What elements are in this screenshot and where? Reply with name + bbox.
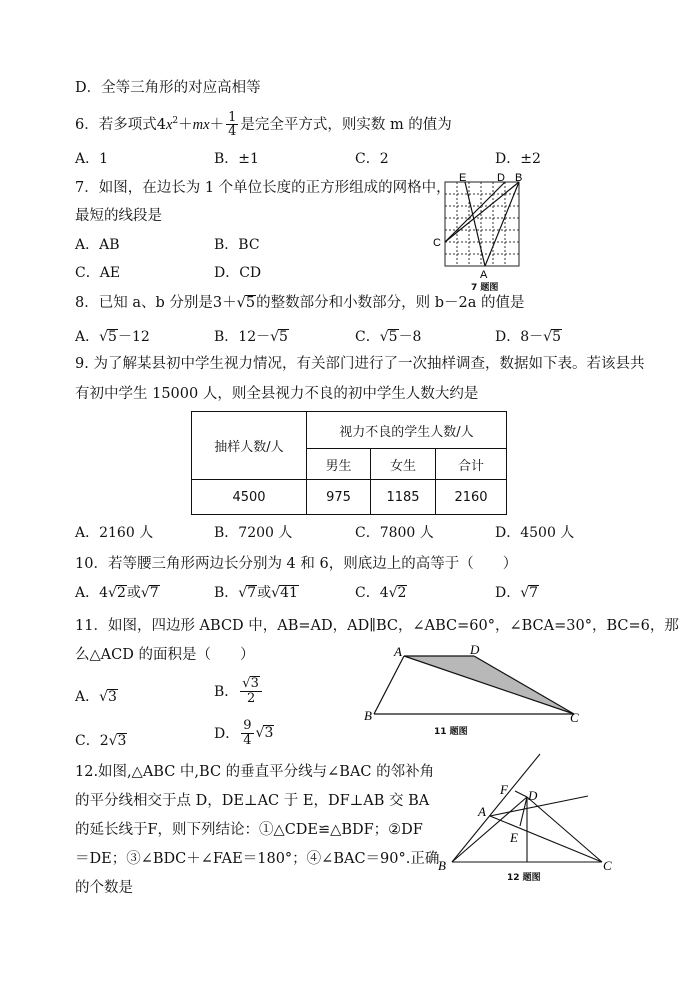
q11-option-c: C．2√3 [75,733,127,749]
q9-option-a: A．2160 人 [75,525,154,541]
q11-label-b: B [364,708,372,723]
q12-line1: 12.如图,△ABC 中,BC 的垂直平分线与∠BAC 的邻补角 [75,764,435,780]
q8-option-d: D．8－√5 [495,329,561,345]
q7-option-b: B．BC [214,237,260,253]
q12-label-d: D [528,788,538,803]
q10-option-d: D．√7 [495,585,539,601]
q12-line5: 的个数是 [75,880,133,896]
q8-expression: 3＋√5 [212,295,256,311]
q9-td-sample: 4500 [192,480,307,515]
q7-line1: 7．如图，在边长为 1 个单位长度的正方形组成的网格中， [75,180,451,196]
q6-option-c: C．2 [355,151,389,167]
q9-th-sample: 抽样人数/人 [192,412,307,480]
q7-option-a: A．AB [75,237,120,253]
q11-option-d: D． $\frac{9}{4}$ √3 [214,718,274,748]
q12-label-b: B [438,858,446,873]
q6-polynomial: $4x^2+mx+$ $\frac{1}{4}$ [156,109,237,140]
q7-label-a: A [480,269,488,281]
q6-option-a: A．1 [75,151,109,167]
q12-label-f: F [500,782,508,797]
q9-th-female: 女生 [371,449,436,480]
q7-option-d: D．CD [214,265,262,281]
q7-label-d: D [497,172,505,184]
q7-segments [445,182,519,266]
q10-option-a: A．4√2或√7 [75,585,159,601]
q9-th-total: 合计 [436,449,507,480]
q9-td-female: 1185 [371,480,436,515]
q12-line3: 的延长线于F，则下列结论：①△CDE≌△BDF；②DF [75,822,423,838]
q7-label-e: E [459,172,467,184]
q11-label-a: A [394,644,402,659]
q7-label-b: B [515,172,523,184]
q12-label-a: A [478,804,486,819]
q12-lines [452,754,602,862]
q11-line2: 么△ACD 的面积是（ ） [75,647,255,663]
q9-option-d: D．4500 人 [495,525,575,541]
q11-label-c: C [570,710,579,725]
q8-option-b: B．12－√5 [214,329,288,345]
q12-caption: 12 题图 [507,873,541,883]
q7-line2: 最短的线段是 [75,208,162,224]
q6-suffix: 是完全平方式，则实数 m 的值为 [240,116,452,133]
q11-label-d: D [470,642,480,657]
q10-option-c: C．4√2 [355,585,407,601]
q11-option-a: A．√3 [75,689,117,705]
q5-option-d: D．全等三角形的对应高相等 [75,80,261,96]
q9-option-c: C．7800 人 [355,525,434,541]
q7-caption: 7 题图 [471,283,499,293]
q8-option-c: C．√5－8 [355,329,422,345]
q6-option-b: B．±1 [214,151,259,167]
q10-option-b: B．√7或√41 [214,585,298,601]
q11-option-b: B． $\frac{√3}{2}$ [214,676,264,706]
q12-label-c: C [603,858,612,873]
q9-td-total: 2160 [436,480,507,515]
q9-th-male: 男生 [307,449,371,480]
q6-stem [75,110,452,139]
q6-prefix: 6．若多项式 [75,116,157,133]
q8-stem: 8．已知 a、b 分别是3＋√5的整数部分和小数部分，则 b－2a 的值是 [75,295,525,311]
q11-line1: 11．如图，四边形 ABCD 中，AB=AD，AD∥BC，∠ABC=60°，∠BCA=30°，BC=6，那 [75,618,679,634]
q7-grid-figure [425,170,535,290]
q10-stem: 10．若等腰三角形两边长分别为 4 和 6，则底边上的高等于（ ） [75,556,518,572]
q11-figure [358,640,588,730]
q6-option-d: D．±2 [495,151,541,167]
q12-figure [430,750,615,875]
q12-line4: ＝DE；③∠BDC＋∠FAE＝180°；④∠BAC＝90°.正确 [75,851,440,867]
q8-option-a: A．√5－12 [75,329,150,345]
q12-line2: 的平分线相交于点 D，DE⊥AC 于 E，DF⊥AB 交 BA [75,793,430,809]
q7-label-c: C [433,237,441,249]
q9-th-bad: 视力不良的学生人数/人 [307,412,507,449]
q9-td-male: 975 [307,480,371,515]
q9-line1: 9. 为了解某县初中学生视力情况，有关部门进行了一次抽样调查，数据如下表。若该县共 [75,356,645,372]
q7-option-c: C．AE [75,265,121,281]
q9-option-b: B．7200 人 [214,525,293,541]
q9-line2: 有初中学生 15000 人，则全县视力不良的初中学生人数大约是 [75,386,479,402]
q12-label-e: E [510,830,518,845]
q9-table [191,411,507,515]
q11-caption: 11 题图 [434,727,468,737]
